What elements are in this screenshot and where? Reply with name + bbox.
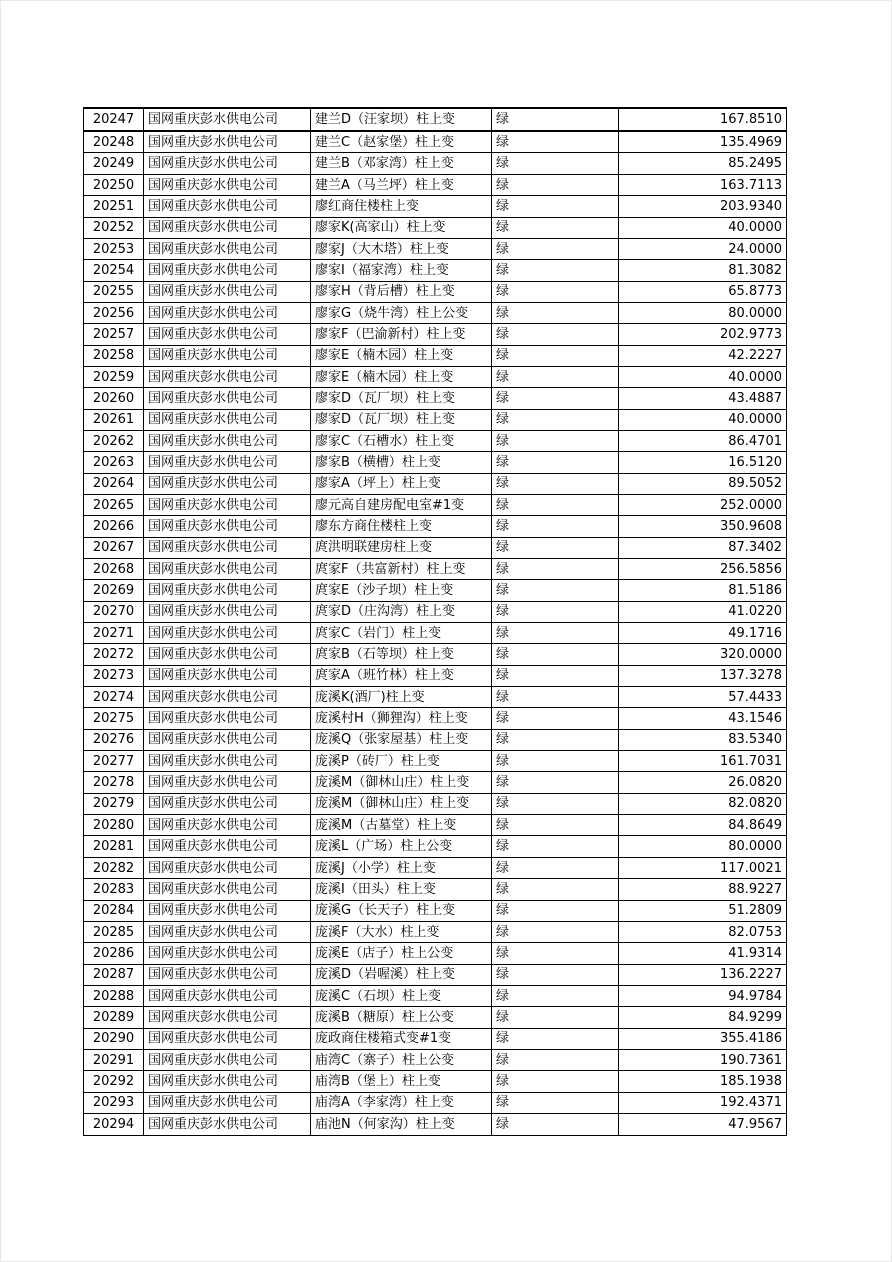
row-value-cell: 202.9773	[619, 324, 787, 345]
row-id-cell: 20258	[84, 345, 144, 366]
row-status-cell: 绿	[492, 452, 619, 473]
row-value-cell: 49.1716	[619, 623, 787, 644]
row-company-cell: 国网重庆彭水供电公司	[144, 430, 311, 451]
row-value-cell: 65.8773	[619, 281, 787, 302]
row-status-cell: 绿	[492, 921, 619, 942]
row-id-cell: 20247	[84, 108, 144, 131]
row-name-cell: 庞溪I（田头）柱上变	[311, 879, 492, 900]
row-name-cell: 庹家C（岩门）柱上变	[311, 623, 492, 644]
row-id-cell: 20256	[84, 302, 144, 323]
table-row[interactable]	[84, 131, 787, 153]
row-name-cell: 庞溪M（御林山庄）柱上变	[311, 772, 492, 793]
row-status-cell: 绿	[492, 793, 619, 814]
row-company-cell: 国网重庆彭水供电公司	[144, 324, 311, 345]
row-status-cell: 绿	[492, 260, 619, 281]
table-row[interactable]	[84, 238, 787, 259]
row-name-cell: 庞溪D（岩喔溪）柱上变	[311, 964, 492, 985]
row-id-cell: 20259	[84, 366, 144, 387]
row-id-cell: 20290	[84, 1028, 144, 1049]
table-row[interactable]	[84, 260, 787, 281]
row-id-cell: 20249	[84, 153, 144, 174]
row-status-cell: 绿	[492, 516, 619, 537]
row-status-cell: 绿	[492, 601, 619, 622]
row-company-cell: 国网重庆彭水供电公司	[144, 537, 311, 558]
row-name-cell: 庹家B（石等坝）柱上变	[311, 644, 492, 665]
row-company-cell: 国网重庆彭水供电公司	[144, 153, 311, 174]
table-row[interactable]	[84, 900, 787, 921]
row-company-cell: 国网重庆彭水供电公司	[144, 1049, 311, 1070]
row-id-cell: 20254	[84, 260, 144, 281]
row-id-cell: 20269	[84, 580, 144, 601]
row-company-cell: 国网重庆彭水供电公司	[144, 751, 311, 772]
row-value-cell: 252.0000	[619, 494, 787, 515]
table-row[interactable]	[84, 793, 787, 814]
table-row[interactable]	[84, 174, 787, 195]
row-value-cell: 41.9314	[619, 943, 787, 964]
table-row[interactable]	[84, 366, 787, 387]
row-id-cell: 20278	[84, 772, 144, 793]
row-status-cell: 绿	[492, 1113, 619, 1135]
table-row[interactable]	[84, 302, 787, 323]
table-row[interactable]	[84, 623, 787, 644]
row-value-cell: 88.9227	[619, 879, 787, 900]
row-company-cell: 国网重庆彭水供电公司	[144, 836, 311, 857]
row-status-cell: 绿	[492, 1071, 619, 1092]
row-value-cell: 24.0000	[619, 238, 787, 259]
row-status-cell: 绿	[492, 281, 619, 302]
row-id-cell: 20272	[84, 644, 144, 665]
row-value-cell: 57.4433	[619, 687, 787, 708]
row-value-cell: 40.0000	[619, 409, 787, 430]
row-company-cell: 国网重庆彭水供电公司	[144, 409, 311, 430]
row-name-cell: 庹家E（沙子坝）柱上变	[311, 580, 492, 601]
row-value-cell: 40.0000	[619, 217, 787, 238]
row-id-cell: 20294	[84, 1113, 144, 1135]
row-company-cell: 国网重庆彭水供电公司	[144, 131, 311, 153]
row-id-cell: 20270	[84, 601, 144, 622]
row-id-cell: 20267	[84, 537, 144, 558]
row-value-cell: 136.2227	[619, 964, 787, 985]
row-company-cell: 国网重庆彭水供电公司	[144, 559, 311, 580]
row-name-cell: 廖家I（福家湾）柱上变	[311, 260, 492, 281]
row-name-cell: 庙池N（何家沟）柱上变	[311, 1113, 492, 1135]
row-name-cell: 庹洪明联建房柱上变	[311, 537, 492, 558]
row-value-cell: 82.0820	[619, 793, 787, 814]
table-row[interactable]	[84, 985, 787, 1006]
row-company-cell: 国网重庆彭水供电公司	[144, 366, 311, 387]
row-value-cell: 51.2809	[619, 900, 787, 921]
table-row[interactable]	[84, 644, 787, 665]
row-name-cell: 廖家G（烧牛湾）柱上公变	[311, 302, 492, 323]
row-company-cell: 国网重庆彭水供电公司	[144, 196, 311, 217]
row-id-cell: 20268	[84, 559, 144, 580]
row-company-cell: 国网重庆彭水供电公司	[144, 302, 311, 323]
row-name-cell: 庞溪M（御林山庄）柱上变	[311, 793, 492, 814]
row-id-cell: 20275	[84, 708, 144, 729]
row-name-cell: 廖红商住楼柱上变	[311, 196, 492, 217]
table-row[interactable]	[84, 1028, 787, 1049]
row-value-cell: 135.4969	[619, 131, 787, 153]
row-value-cell: 41.0220	[619, 601, 787, 622]
table-row[interactable]	[84, 452, 787, 473]
row-id-cell: 20252	[84, 217, 144, 238]
row-status-cell: 绿	[492, 985, 619, 1006]
row-company-cell: 国网重庆彭水供电公司	[144, 580, 311, 601]
row-status-cell: 绿	[492, 1092, 619, 1113]
row-company-cell: 国网重庆彭水供电公司	[144, 687, 311, 708]
row-id-cell: 20248	[84, 131, 144, 153]
row-value-cell: 43.4887	[619, 388, 787, 409]
row-value-cell: 161.7031	[619, 751, 787, 772]
table-body	[84, 108, 787, 1136]
row-value-cell: 355.4186	[619, 1028, 787, 1049]
row-company-cell: 国网重庆彭水供电公司	[144, 857, 311, 878]
row-company-cell: 国网重庆彭水供电公司	[144, 260, 311, 281]
row-id-cell: 20262	[84, 430, 144, 451]
table-row[interactable]	[84, 601, 787, 622]
table-row[interactable]	[84, 108, 787, 131]
row-company-cell: 国网重庆彭水供电公司	[144, 623, 311, 644]
row-id-cell: 20260	[84, 388, 144, 409]
row-name-cell: 庞溪M（古墓堂）柱上变	[311, 815, 492, 836]
row-name-cell: 廖东方商住楼柱上变	[311, 516, 492, 537]
row-value-cell: 203.9340	[619, 196, 787, 217]
row-status-cell: 绿	[492, 1028, 619, 1049]
row-id-cell: 20279	[84, 793, 144, 814]
row-status-cell: 绿	[492, 815, 619, 836]
row-status-cell: 绿	[492, 196, 619, 217]
row-company-cell: 国网重庆彭水供电公司	[144, 281, 311, 302]
row-company-cell: 国网重庆彭水供电公司	[144, 238, 311, 259]
row-value-cell: 83.5340	[619, 729, 787, 750]
row-name-cell: 廖家B（横槽）柱上变	[311, 452, 492, 473]
row-company-cell: 国网重庆彭水供电公司	[144, 473, 311, 494]
row-company-cell: 国网重庆彭水供电公司	[144, 665, 311, 686]
row-status-cell: 绿	[492, 772, 619, 793]
row-company-cell: 国网重庆彭水供电公司	[144, 494, 311, 515]
row-value-cell: 84.8649	[619, 815, 787, 836]
row-id-cell: 20255	[84, 281, 144, 302]
table-row[interactable]	[84, 1092, 787, 1113]
row-name-cell: 庞溪E（店子）柱上公变	[311, 943, 492, 964]
table-row[interactable]	[84, 217, 787, 238]
row-company-cell: 国网重庆彭水供电公司	[144, 516, 311, 537]
table-row[interactable]	[84, 836, 787, 857]
row-id-cell: 20288	[84, 985, 144, 1006]
row-id-cell: 20257	[84, 324, 144, 345]
row-status-cell: 绿	[492, 366, 619, 387]
row-company-cell: 国网重庆彭水供电公司	[144, 921, 311, 942]
row-id-cell: 20287	[84, 964, 144, 985]
row-id-cell: 20282	[84, 857, 144, 878]
row-company-cell: 国网重庆彭水供电公司	[144, 452, 311, 473]
row-name-cell: 庞溪F（大水）柱上变	[311, 921, 492, 942]
row-name-cell: 庞溪村H（狮狸沟）柱上变	[311, 708, 492, 729]
row-company-cell: 国网重庆彭水供电公司	[144, 601, 311, 622]
row-name-cell: 建兰B（邓家湾）柱上变	[311, 153, 492, 174]
row-value-cell: 117.0021	[619, 857, 787, 878]
row-status-cell: 绿	[492, 687, 619, 708]
row-id-cell: 20251	[84, 196, 144, 217]
row-company-cell: 国网重庆彭水供电公司	[144, 217, 311, 238]
row-id-cell: 20289	[84, 1007, 144, 1028]
row-id-cell: 20274	[84, 687, 144, 708]
row-status-cell: 绿	[492, 580, 619, 601]
row-name-cell: 廖家D（瓦厂坝）柱上变	[311, 409, 492, 430]
row-id-cell: 20291	[84, 1049, 144, 1070]
row-id-cell: 20293	[84, 1092, 144, 1113]
row-name-cell: 庙湾C（寨子）柱上公变	[311, 1049, 492, 1070]
row-company-cell: 国网重庆彭水供电公司	[144, 1007, 311, 1028]
row-company-cell: 国网重庆彭水供电公司	[144, 388, 311, 409]
row-status-cell: 绿	[492, 665, 619, 686]
row-name-cell: 廖家J（大木塔）柱上变	[311, 238, 492, 259]
row-status-cell: 绿	[492, 430, 619, 451]
row-company-cell: 国网重庆彭水供电公司	[144, 729, 311, 750]
row-company-cell: 国网重庆彭水供电公司	[144, 108, 311, 131]
row-status-cell: 绿	[492, 708, 619, 729]
table-row[interactable]	[84, 494, 787, 515]
row-company-cell: 国网重庆彭水供电公司	[144, 815, 311, 836]
row-company-cell: 国网重庆彭水供电公司	[144, 900, 311, 921]
row-value-cell: 43.1546	[619, 708, 787, 729]
row-status-cell: 绿	[492, 473, 619, 494]
row-name-cell: 庞溪C（石坝）柱上变	[311, 985, 492, 1006]
table-row[interactable]	[84, 964, 787, 985]
row-status-cell: 绿	[492, 108, 619, 131]
row-id-cell: 20273	[84, 665, 144, 686]
row-status-cell: 绿	[492, 494, 619, 515]
table-row[interactable]	[84, 430, 787, 451]
table-row[interactable]	[84, 1113, 787, 1135]
row-company-cell: 国网重庆彭水供电公司	[144, 772, 311, 793]
table-row[interactable]	[84, 687, 787, 708]
table-row[interactable]	[84, 281, 787, 302]
table-row[interactable]	[84, 921, 787, 942]
row-name-cell: 廖家E（楠木园）柱上变	[311, 366, 492, 387]
row-status-cell: 绿	[492, 857, 619, 878]
table-row[interactable]	[84, 772, 787, 793]
row-status-cell: 绿	[492, 345, 619, 366]
row-name-cell: 廖家C（石槽水）柱上变	[311, 430, 492, 451]
row-status-cell: 绿	[492, 943, 619, 964]
row-status-cell: 绿	[492, 238, 619, 259]
row-status-cell: 绿	[492, 324, 619, 345]
table-row[interactable]	[84, 665, 787, 686]
row-value-cell: 42.2227	[619, 345, 787, 366]
table-row[interactable]	[84, 943, 787, 964]
row-name-cell: 廖家A（坪上）柱上变	[311, 473, 492, 494]
table-row[interactable]	[84, 516, 787, 537]
row-company-cell: 国网重庆彭水供电公司	[144, 644, 311, 665]
row-company-cell: 国网重庆彭水供电公司	[144, 345, 311, 366]
row-status-cell: 绿	[492, 729, 619, 750]
row-status-cell: 绿	[492, 879, 619, 900]
table-row[interactable]	[84, 879, 787, 900]
table-row[interactable]	[84, 324, 787, 345]
row-value-cell: 167.8510	[619, 108, 787, 131]
row-name-cell: 庙湾A（李家湾）柱上变	[311, 1092, 492, 1113]
table-row[interactable]	[84, 559, 787, 580]
row-company-cell: 国网重庆彭水供电公司	[144, 1028, 311, 1049]
row-status-cell: 绿	[492, 836, 619, 857]
row-name-cell: 建兰C（赵家堡）柱上变	[311, 131, 492, 153]
row-status-cell: 绿	[492, 964, 619, 985]
row-company-cell: 国网重庆彭水供电公司	[144, 964, 311, 985]
table-row[interactable]	[84, 537, 787, 558]
row-status-cell: 绿	[492, 174, 619, 195]
row-id-cell: 20281	[84, 836, 144, 857]
table-row[interactable]	[84, 345, 787, 366]
row-name-cell: 庞溪P（砖厂）柱上变	[311, 751, 492, 772]
table-row[interactable]	[84, 473, 787, 494]
table-row[interactable]	[84, 580, 787, 601]
row-value-cell: 86.4701	[619, 430, 787, 451]
row-id-cell: 20266	[84, 516, 144, 537]
row-id-cell: 20286	[84, 943, 144, 964]
row-value-cell: 47.9567	[619, 1113, 787, 1135]
row-name-cell: 庞溪B（糖原）柱上公变	[311, 1007, 492, 1028]
row-id-cell: 20277	[84, 751, 144, 772]
row-id-cell: 20264	[84, 473, 144, 494]
row-value-cell: 320.0000	[619, 644, 787, 665]
row-id-cell: 20265	[84, 494, 144, 515]
table-row[interactable]	[84, 708, 787, 729]
row-status-cell: 绿	[492, 751, 619, 772]
table-row[interactable]	[84, 388, 787, 409]
table-row[interactable]	[84, 729, 787, 750]
row-id-cell: 20253	[84, 238, 144, 259]
row-company-cell: 国网重庆彭水供电公司	[144, 985, 311, 1006]
row-value-cell: 82.0753	[619, 921, 787, 942]
row-value-cell: 94.9784	[619, 985, 787, 1006]
row-status-cell: 绿	[492, 559, 619, 580]
row-value-cell: 163.7113	[619, 174, 787, 195]
row-name-cell: 建兰A（马兰坪）柱上变	[311, 174, 492, 195]
row-company-cell: 国网重庆彭水供电公司	[144, 1092, 311, 1113]
row-id-cell: 20250	[84, 174, 144, 195]
row-name-cell: 廖家F（巴渝新村）柱上变	[311, 324, 492, 345]
row-status-cell: 绿	[492, 302, 619, 323]
row-value-cell: 89.5052	[619, 473, 787, 494]
row-name-cell: 庹家D（庄沟湾）柱上变	[311, 601, 492, 622]
row-id-cell: 20285	[84, 921, 144, 942]
row-name-cell: 庞溪K(酒厂)柱上变	[311, 687, 492, 708]
row-company-cell: 国网重庆彭水供电公司	[144, 174, 311, 195]
row-value-cell: 256.5856	[619, 559, 787, 580]
row-id-cell: 20283	[84, 879, 144, 900]
row-name-cell: 建兰D（汪家坝）柱上变	[311, 108, 492, 131]
row-id-cell: 20271	[84, 623, 144, 644]
row-value-cell: 137.3278	[619, 665, 787, 686]
row-value-cell: 40.0000	[619, 366, 787, 387]
row-value-cell: 81.5186	[619, 580, 787, 601]
row-id-cell: 20261	[84, 409, 144, 430]
row-name-cell: 庞溪G（长天子）柱上变	[311, 900, 492, 921]
table-row[interactable]	[84, 1071, 787, 1092]
row-id-cell: 20276	[84, 729, 144, 750]
row-company-cell: 国网重庆彭水供电公司	[144, 943, 311, 964]
row-name-cell: 庹家F（共富新村）柱上变	[311, 559, 492, 580]
table-row[interactable]	[84, 751, 787, 772]
row-value-cell: 16.5120	[619, 452, 787, 473]
row-status-cell: 绿	[492, 217, 619, 238]
row-id-cell: 20284	[84, 900, 144, 921]
row-value-cell: 84.9299	[619, 1007, 787, 1028]
row-value-cell: 80.0000	[619, 836, 787, 857]
row-value-cell: 26.0820	[619, 772, 787, 793]
row-status-cell: 绿	[492, 623, 619, 644]
row-status-cell: 绿	[492, 409, 619, 430]
row-value-cell: 190.7361	[619, 1049, 787, 1070]
row-name-cell: 庙湾B（堡上）柱上变	[311, 1071, 492, 1092]
row-name-cell: 庹家A（班竹林）柱上变	[311, 665, 492, 686]
table-row[interactable]	[84, 857, 787, 878]
row-id-cell: 20292	[84, 1071, 144, 1092]
row-value-cell: 80.0000	[619, 302, 787, 323]
row-name-cell: 廖家K(高家山）柱上变	[311, 217, 492, 238]
row-name-cell: 庞溪L（广场）柱上公变	[311, 836, 492, 857]
row-name-cell: 庞政商住楼箱式变#1变	[311, 1028, 492, 1049]
row-status-cell: 绿	[492, 1007, 619, 1028]
table-row[interactable]	[84, 153, 787, 174]
row-id-cell: 20263	[84, 452, 144, 473]
table-row[interactable]	[84, 1049, 787, 1070]
table-row[interactable]	[84, 196, 787, 217]
table-row[interactable]	[84, 409, 787, 430]
row-name-cell: 廖家D（瓦厂坝）柱上变	[311, 388, 492, 409]
row-status-cell: 绿	[492, 900, 619, 921]
row-value-cell: 87.3402	[619, 537, 787, 558]
row-company-cell: 国网重庆彭水供电公司	[144, 879, 311, 900]
row-name-cell: 庞溪Q（张家屋基）柱上变	[311, 729, 492, 750]
table-row[interactable]	[84, 1007, 787, 1028]
row-value-cell: 185.1938	[619, 1071, 787, 1092]
row-value-cell: 85.2495	[619, 153, 787, 174]
row-value-cell: 192.4371	[619, 1092, 787, 1113]
row-status-cell: 绿	[492, 644, 619, 665]
row-id-cell: 20280	[84, 815, 144, 836]
row-company-cell: 国网重庆彭水供电公司	[144, 1071, 311, 1092]
row-company-cell: 国网重庆彭水供电公司	[144, 1113, 311, 1135]
row-status-cell: 绿	[492, 1049, 619, 1070]
row-value-cell: 350.9608	[619, 516, 787, 537]
row-name-cell: 庞溪J（小学）柱上变	[311, 857, 492, 878]
row-value-cell: 81.3082	[619, 260, 787, 281]
table-row[interactable]	[84, 815, 787, 836]
row-status-cell: 绿	[492, 537, 619, 558]
row-name-cell: 廖元高自建房配电室#1变	[311, 494, 492, 515]
row-status-cell: 绿	[492, 153, 619, 174]
row-company-cell: 国网重庆彭水供电公司	[144, 793, 311, 814]
row-name-cell: 廖家H（背后槽）柱上变	[311, 281, 492, 302]
row-name-cell: 廖家E（楠木园）柱上变	[311, 345, 492, 366]
row-status-cell: 绿	[492, 388, 619, 409]
row-company-cell: 国网重庆彭水供电公司	[144, 708, 311, 729]
row-status-cell: 绿	[492, 131, 619, 153]
transformer-table	[83, 107, 787, 1136]
